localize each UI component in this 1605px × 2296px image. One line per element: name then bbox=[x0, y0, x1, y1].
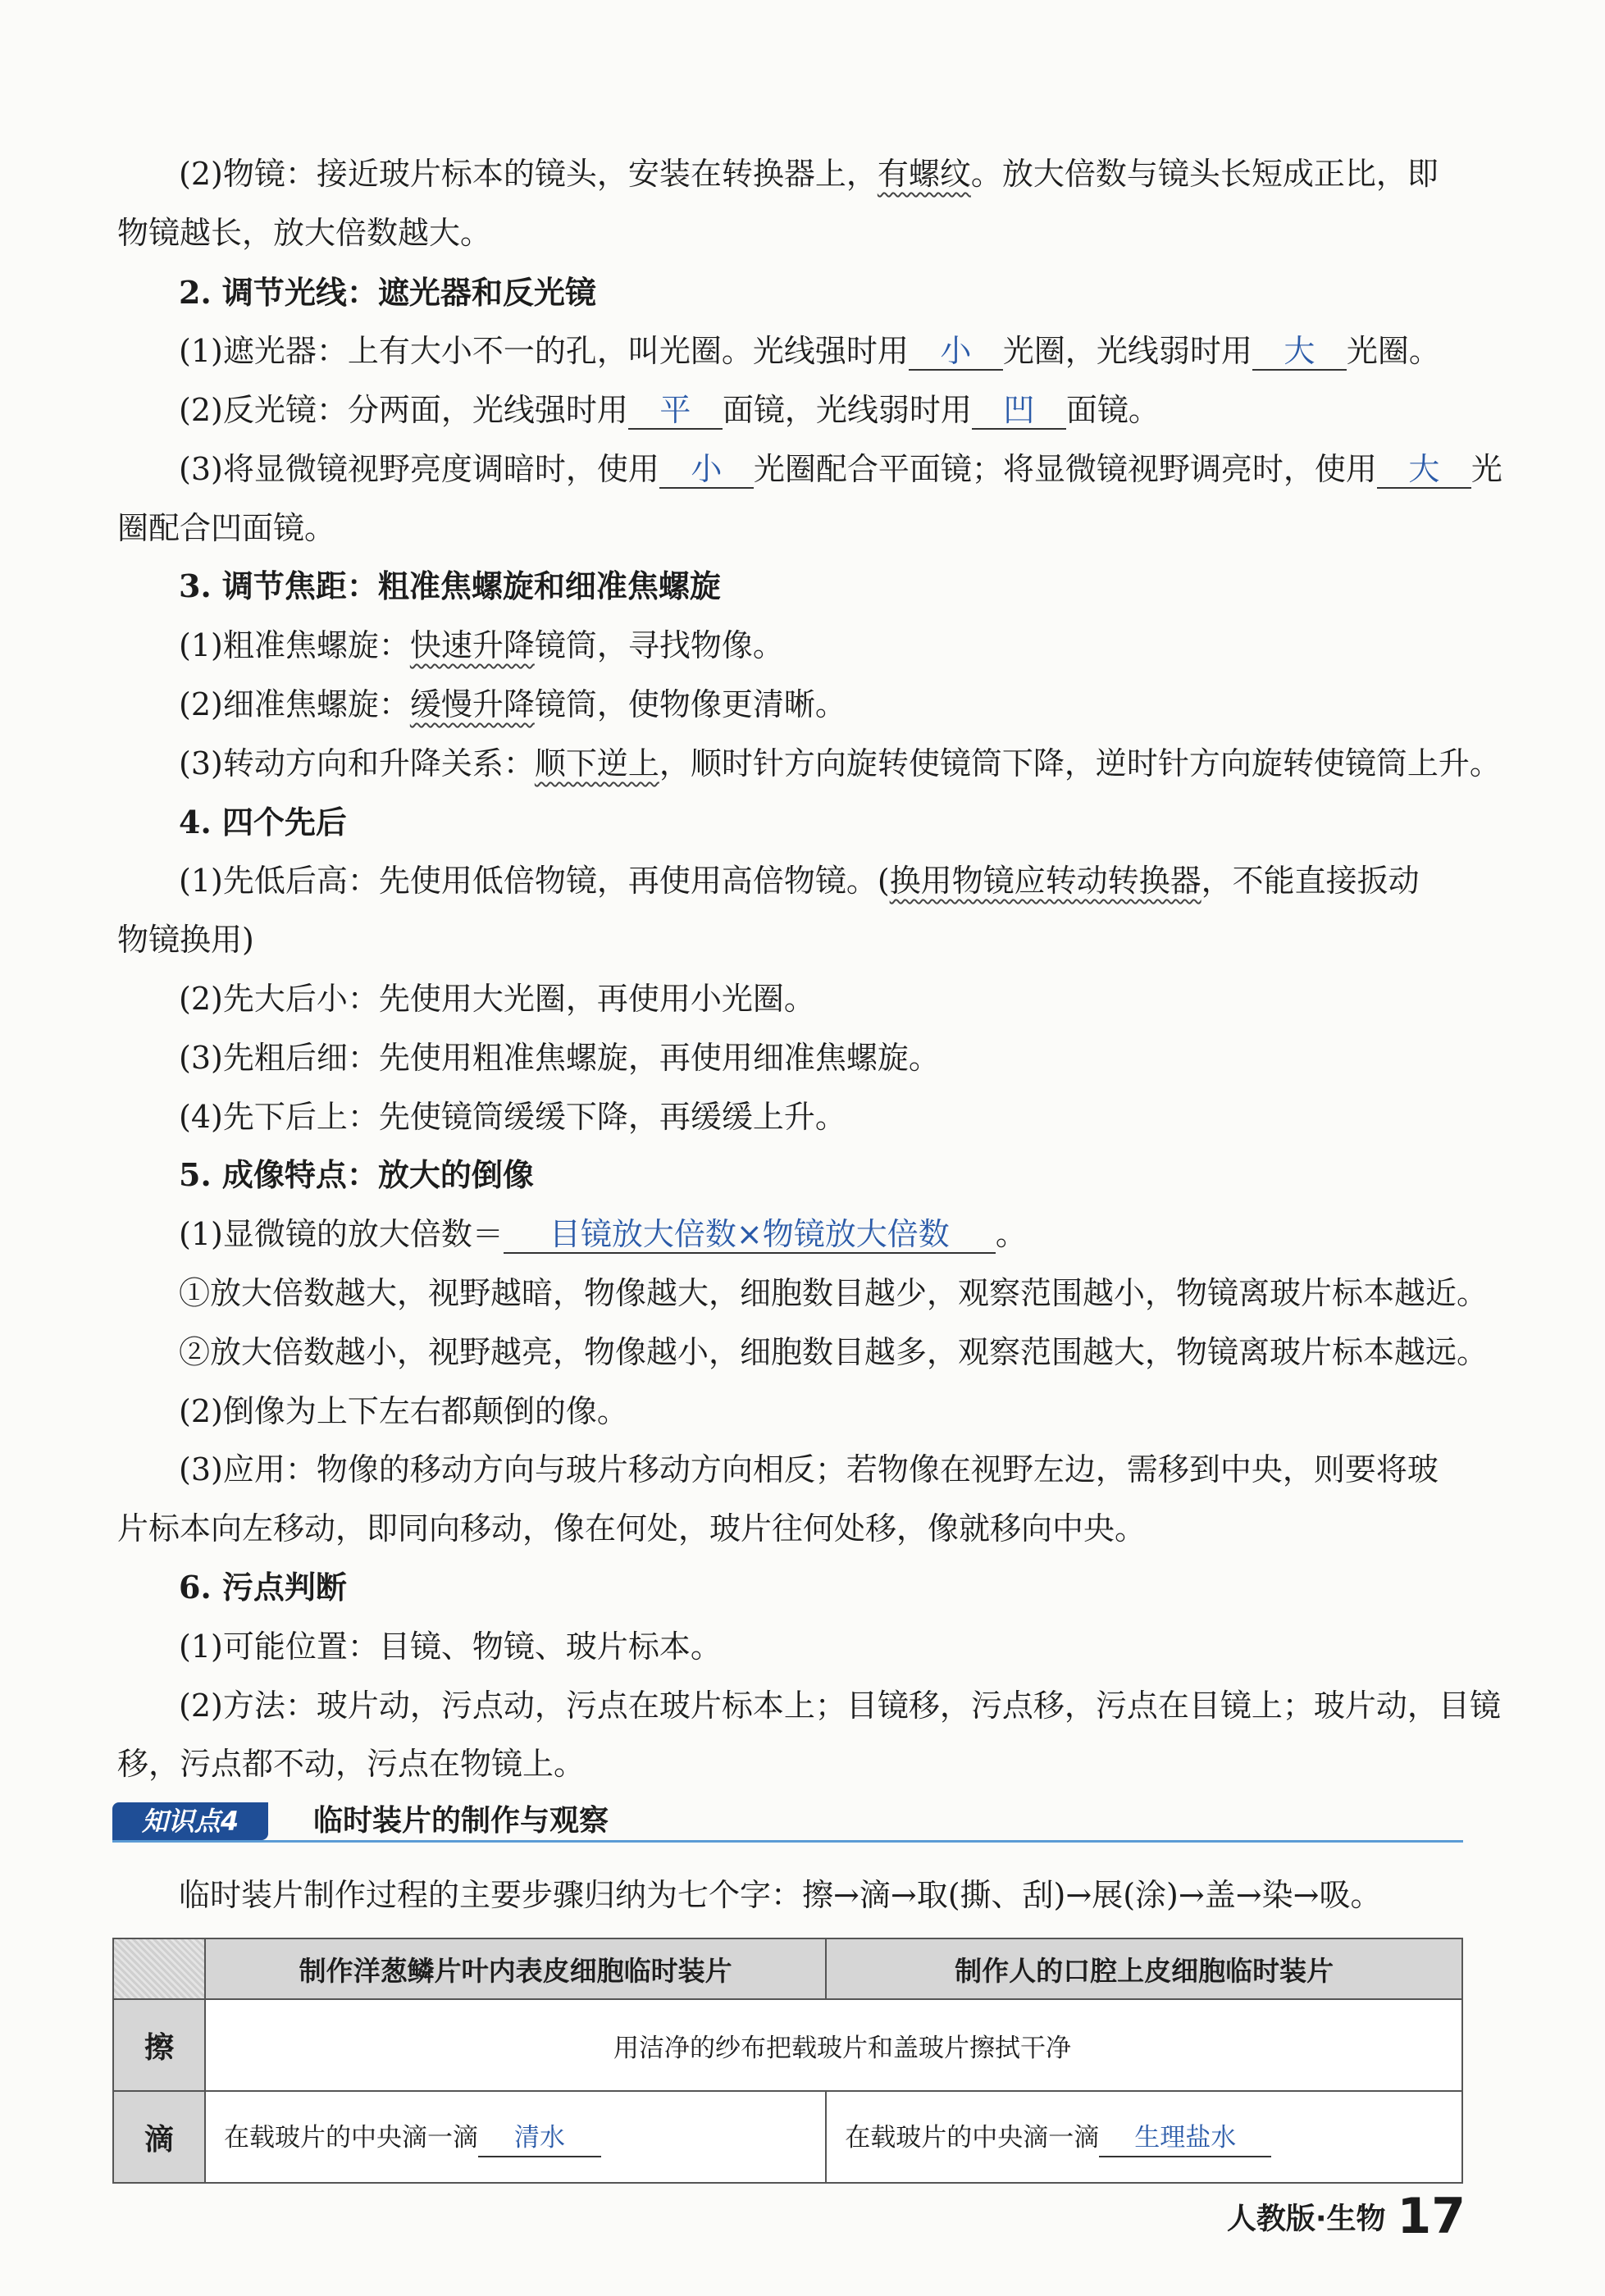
emphasis-text: 顺下逆上 bbox=[534, 745, 659, 781]
text: ，顺时针方向旋转使镜筒下降，逆时针方向旋转使镜筒上升。 bbox=[659, 745, 1501, 781]
para-coarse-fine: (3)先粗后细：先使用粗准焦螺旋，再使用细准焦螺旋。 bbox=[179, 1040, 940, 1076]
para-inverted-image: (2)倒像为上下左右都颠倒的像。 bbox=[179, 1393, 628, 1429]
table-row bbox=[113, 2091, 1462, 2183]
para-application: (3)应用：物像的移动方向与玻片移动方向相反；若物像在视野左边，需移到中央，则要将玻 bbox=[179, 1451, 1439, 1487]
text: (1)粗准焦螺旋： bbox=[179, 627, 410, 663]
arrow-icon: → bbox=[1293, 1877, 1320, 1913]
text: 光圈，光线弱时用 bbox=[1002, 333, 1252, 369]
text: (3)将显微镜视野亮度调暗时，使用 bbox=[179, 451, 659, 487]
answer-blank: 小 bbox=[659, 451, 754, 489]
column-header-cheek: 制作人的口腔上皮细胞临时装片 bbox=[826, 1938, 1462, 1999]
para-brightness bbox=[117, 449, 1524, 490]
answer-blank: 凹 bbox=[972, 392, 1066, 430]
step: 吸。 bbox=[1319, 1877, 1382, 1913]
table-cell bbox=[826, 2091, 1462, 2183]
para-application-cont: 片标本向左移动，即同向移动，像在何处，玻片往何处移，像就移向中央。 bbox=[117, 1510, 1147, 1547]
text: 。 bbox=[995, 1216, 1027, 1252]
arrow-icon: → bbox=[833, 1877, 859, 1913]
para-fine-focus bbox=[117, 684, 1524, 725]
text: 光 bbox=[1470, 451, 1502, 487]
text: 在载玻片的中央滴一滴 bbox=[224, 2123, 478, 2152]
para-mirror bbox=[117, 390, 1524, 430]
page-footer bbox=[1227, 2188, 1466, 2245]
emphasis-text: 换用物镜应转动转换器 bbox=[889, 863, 1201, 899]
answer-blank: 小 bbox=[909, 333, 1003, 371]
text: 面镜。 bbox=[1065, 392, 1160, 428]
table-row bbox=[113, 1999, 1462, 2091]
para-down-up: (4)先下后上：先使镜筒缓缓下降，再缓缓上升。 bbox=[179, 1099, 846, 1135]
para-rotation bbox=[117, 743, 1524, 784]
para-large-small: (2)先大后小：先使用大光圈，再使用小光圈。 bbox=[179, 981, 815, 1017]
step: 取(撕、刮) bbox=[916, 1877, 1066, 1913]
heading-adjust-focus: 3. 调节焦距：粗准焦螺旋和细准焦螺旋 bbox=[179, 567, 721, 604]
knowledge-point-title: 临时装片的制作与观察 bbox=[313, 1804, 609, 1838]
text: 光圈配合平面镜；将显微镜视野调亮时，使用 bbox=[753, 451, 1377, 487]
para-low-high bbox=[117, 860, 1524, 901]
text: (2)物镜：接近玻片标本的镜头，安装在转换器上， bbox=[179, 156, 878, 192]
para-possible-positions: (1)可能位置：目镜、物镜、玻片标本。 bbox=[179, 1629, 722, 1665]
emphasis-text: 缓慢升降 bbox=[409, 686, 535, 722]
column-header-onion: 制作洋葱鳞片叶内表皮细胞临时装片 bbox=[205, 1938, 826, 1999]
table-corner bbox=[113, 1938, 205, 1999]
answer-blank: 清水 bbox=[478, 2120, 601, 2157]
para-objective-lens-cont: 物镜越长，放大倍数越大。 bbox=[117, 215, 492, 251]
page-number: 17 bbox=[1397, 2188, 1466, 2245]
text: 。放大倍数与镜头长短成正比，即 bbox=[970, 156, 1439, 192]
para-brightness-cont: 圈配合凹面镜。 bbox=[117, 510, 336, 546]
text: (1)遮光器：上有大小不一的孔，叫光圈。光线强时用 bbox=[179, 333, 909, 369]
heading-adjust-light: 2. 调节光线：遮光器和反光镜 bbox=[179, 274, 596, 311]
text: (2)细准焦螺旋： bbox=[179, 686, 410, 722]
table-cell bbox=[205, 2091, 826, 2183]
answer-blank: 生理盐水 bbox=[1099, 2120, 1271, 2157]
text: 在载玻片的中央滴一滴 bbox=[845, 2123, 1100, 2152]
answer-blank: 平 bbox=[628, 392, 723, 430]
para-low-mag: ②放大倍数越小，视野越亮，物像越小，细胞数目越多，观察范围越大，物镜离玻片标本越远。 bbox=[179, 1334, 1489, 1370]
step: 滴 bbox=[859, 1877, 891, 1913]
para-objective-lens bbox=[117, 153, 1524, 194]
row-label: 擦 bbox=[113, 1999, 205, 2091]
step: 盖 bbox=[1204, 1877, 1236, 1913]
para-diaphragm bbox=[117, 330, 1524, 371]
para-magnification bbox=[117, 1214, 1524, 1255]
text: 镜筒，寻找物像。 bbox=[534, 627, 784, 663]
step: 展(涂) bbox=[1092, 1877, 1179, 1913]
para-method: (2)方法：玻片动，污点动，污点在玻片标本上；目镜移，污点移，污点在目镜上；玻片动，目镜 bbox=[179, 1688, 1501, 1724]
answer-blank: 大 bbox=[1252, 333, 1347, 371]
edition-label: 人教版·生物 bbox=[1226, 2202, 1386, 2236]
table-cell: 用洁净的纱布把载玻片和盖玻片擦拭干净 bbox=[205, 1999, 1462, 2091]
text: (3)转动方向和升降关系： bbox=[179, 745, 535, 781]
text: 面镜，光线弱时用 bbox=[722, 392, 972, 428]
text: 镜筒，使物像更清晰。 bbox=[534, 686, 846, 722]
arrow-icon: → bbox=[1065, 1877, 1092, 1913]
arrow-icon: → bbox=[1235, 1877, 1262, 1913]
text: (2)反光镜：分两面，光线强时用 bbox=[179, 392, 628, 428]
emphasis-text: 有螺纹 bbox=[877, 156, 971, 192]
text: (1)先低后高：先使用低倍物镜，再使用高倍物镜。( bbox=[179, 863, 890, 899]
answer-blank: 目镜放大倍数×物镜放大倍数 bbox=[504, 1216, 996, 1254]
heading-imaging: 5. 成像特点：放大的倒像 bbox=[179, 1156, 534, 1193]
para-coarse-focus bbox=[117, 625, 1524, 666]
knowledge-point-header bbox=[112, 1802, 1463, 1843]
emphasis-text: 快速升降 bbox=[409, 627, 535, 663]
heading-spot-judgement: 6. 污点判断 bbox=[179, 1569, 347, 1606]
answer-blank: 大 bbox=[1377, 451, 1471, 489]
para-method-cont: 移，污点都不动，污点在物镜上。 bbox=[117, 1746, 586, 1782]
procedure-table bbox=[112, 1938, 1463, 2184]
knowledge-point-badge: 知识点4 bbox=[112, 1802, 268, 1840]
step: 染 bbox=[1261, 1877, 1293, 1913]
text: 光圈。 bbox=[1346, 333, 1440, 369]
steps-intro bbox=[117, 1875, 1524, 1916]
row-label: 滴 bbox=[113, 2091, 205, 2183]
heading-four-orders: 4. 四个先后 bbox=[179, 804, 347, 840]
para-low-high-cont: 物镜换用) bbox=[117, 922, 254, 958]
para-high-mag: ①放大倍数越大，视野越暗，物像越大，细胞数目越少，观察范围越小，物镜离玻片标本越近。 bbox=[179, 1275, 1489, 1311]
step: 擦 bbox=[802, 1877, 834, 1913]
text: ，不能直接扳动 bbox=[1201, 863, 1420, 899]
text: 临时装片制作过程的主要步骤归纳为七个字： bbox=[179, 1877, 803, 1913]
arrow-icon: → bbox=[1178, 1877, 1205, 1913]
arrow-icon: → bbox=[890, 1877, 917, 1913]
table-header-row bbox=[113, 1938, 1462, 1999]
text: (1)显微镜的放大倍数＝ bbox=[179, 1216, 504, 1252]
